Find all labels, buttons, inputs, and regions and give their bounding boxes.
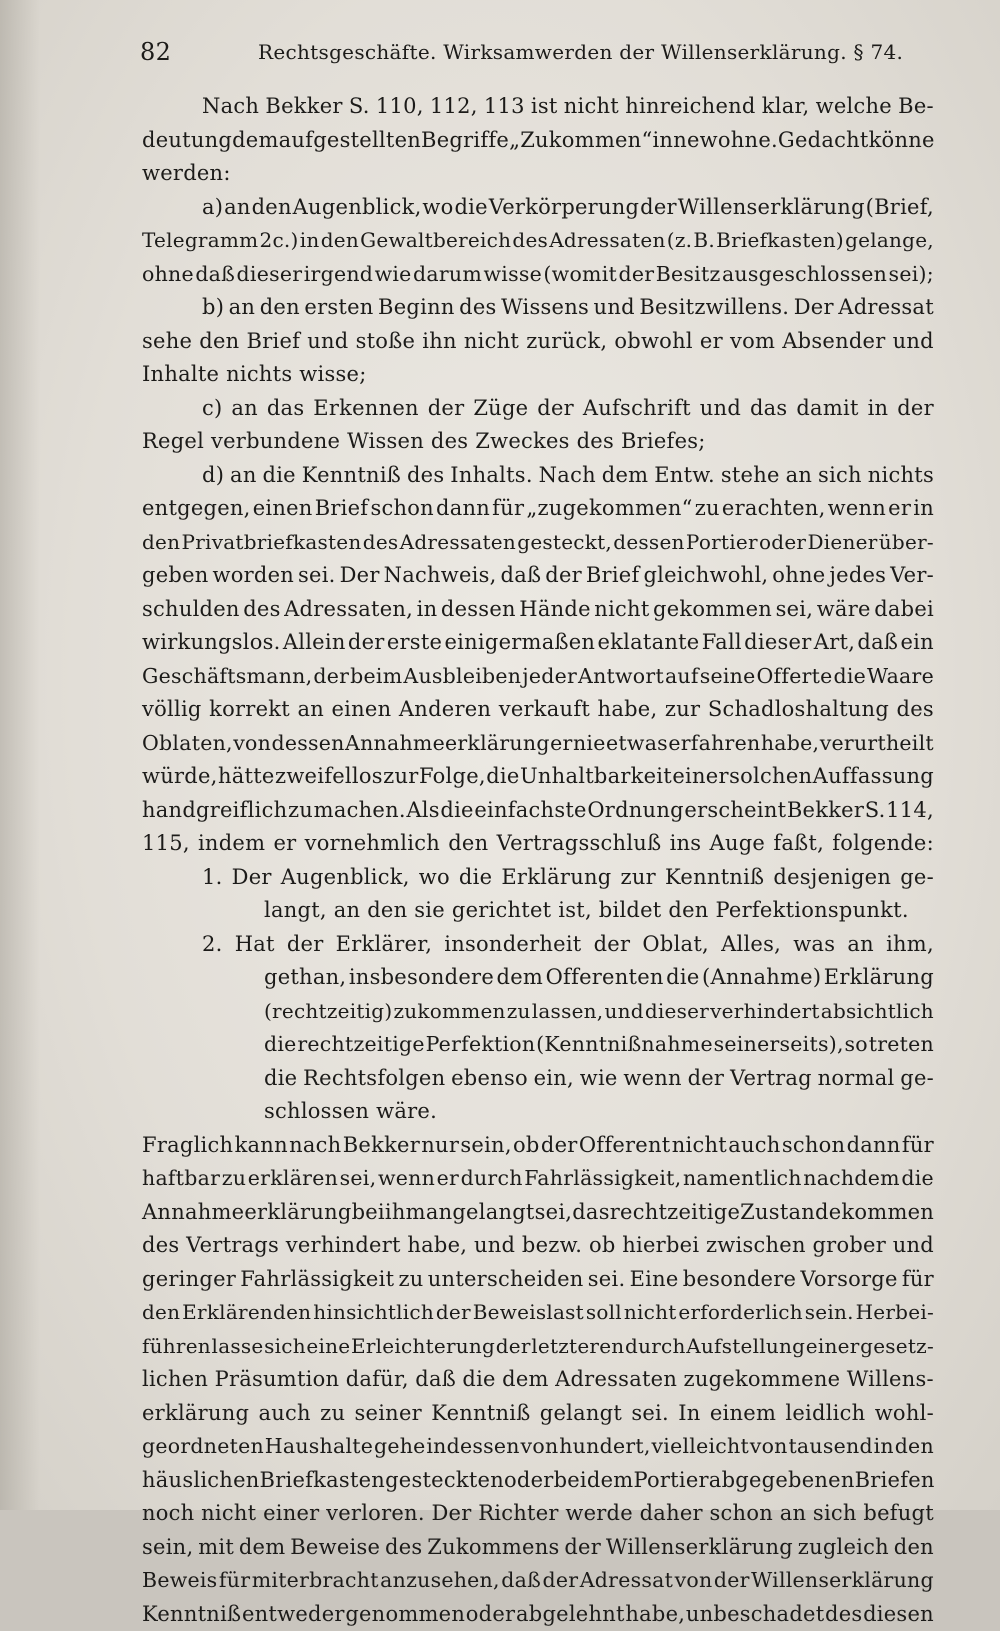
text-line: völlig korrekt an einen Anderen verkauft habe, zur Schadloshaltung des — [142, 693, 934, 727]
text-line: geringer Fahrlässigkeit zu unterscheiden sei. Eine besondere Vorsorge für — [142, 1263, 934, 1297]
page-number: 82 — [140, 38, 171, 66]
text-line: 1. Der Augenblick, wo die Erklärung zur Kenntniß desjenigen ge- — [142, 861, 934, 895]
text-line: Kenntniß entweder genommen oder abgelehnt habe, unbeschadet des diesen — [142, 1598, 934, 1631]
spine-shadow — [0, 0, 40, 1510]
text-line: haftbar zu erklären sei, wenn er durch Fahrlässigkeit, namentlich nachdem die — [142, 1162, 934, 1196]
text-line: Regel verbundene Wissen des Zweckes des Briefes; — [142, 425, 934, 459]
text-line: schlossen wäre. — [142, 1095, 934, 1129]
text-line: erklärung auch zu seiner Kenntniß gelangt sei. In einem leidlich wohl- — [142, 1397, 934, 1431]
text-line: langt, an den sie gerichtet ist, bildet den Perfektionspunkt. — [142, 894, 934, 928]
text-line: führen lasse sich eine Erleichterung der letzteren durch Aufstellung einer gesetz- — [142, 1330, 934, 1364]
text-line: sehe den Brief und stoße ihn nicht zurück, obwohl er vom Absender und — [142, 325, 934, 359]
text-line: a) an den Augenblick, wo die Verkörperung der Willenserklärung (Brief, — [142, 191, 934, 225]
text-line: geben worden sei. Der Nachweis, daß der Brief gleichwohl, ohne jedes Ver- — [142, 559, 934, 593]
text-line: schulden des Adressaten, in dessen Hände nicht gekommen sei, wäre dabei — [142, 593, 934, 627]
running-head: Rechtsgeschäfte. Wirksamwerden der Willenserklärung. § 74. — [258, 40, 903, 64]
text-line: 2. Hat der Erklärer, insonderheit der Oblat, Alles, was an ihm, — [142, 928, 934, 962]
text-line: noch nicht einer verloren. Der Richter werde daher schon an sich befugt — [142, 1497, 934, 1531]
text-line: deutung dem aufgestellten Begriffe „Zukommen“ innewohne. Gedacht könne — [142, 124, 934, 158]
text-line: lichen Präsumtion dafür, daß die dem Adressaten zugekommene Willens- — [142, 1363, 934, 1397]
text-line: Annahmeerklärung bei ihm angelangt sei, das rechtzeitige Zustandekommen — [142, 1196, 934, 1230]
text-line: würde, hätte zweifellos zur Folge, die Unhaltbarkeit einer solchen Auffassung — [142, 760, 934, 794]
page-header — [140, 38, 930, 72]
text-line: Inhalte nichts wisse; — [142, 358, 934, 392]
body-text — [142, 90, 934, 1631]
text-line: d) an die Kenntniß des Inhalts. Nach dem Entw. stehe an sich nichts — [142, 459, 934, 493]
text-line: geordneten Haushalte gehe indessen von hundert, vielleicht von tausend in den — [142, 1430, 934, 1464]
text-line: wirkungslos. Allein der erste einigermaßen eklatante Fall dieser Art, daß ein — [142, 626, 934, 660]
text-line: 115, indem er vornehmlich den Vertragsschluß ins Auge faßt, folgende: — [142, 827, 934, 861]
text-line: die Rechtsfolgen ebenso ein, wie wenn der Vertrag normal ge- — [142, 1062, 934, 1096]
text-line: Beweis für miterbracht anzusehen, daß der Adressat von der Willenserklärung — [142, 1564, 934, 1598]
text-line: b) an den ersten Beginn des Wissens und Besitzwillens. Der Adressat — [142, 291, 934, 325]
text-line: handgreiflich zu machen. Als die einfachste Ordnung erscheint Bekker S. 114, — [142, 794, 934, 828]
text-line: gethan, insbesondere dem Offerenten die (Annahme) Erklärung — [142, 961, 934, 995]
text-line: die rechtzeitige Perfektion (Kenntnißnahme seinerseits), so treten — [142, 1028, 934, 1062]
text-line: c) an das Erkennen der Züge der Aufschrift und das damit in der — [142, 392, 934, 426]
text-line: Nach Bekker S. 110, 112, 113 ist nicht hinreichend klar, welche Be- — [142, 90, 934, 124]
text-line: Geschäftsmann, der beim Ausbleiben jeder Antwort auf seine Offerte die Waare — [142, 660, 934, 694]
text-line: entgegen, einen Brief schon dann für „zugekommen“ zu erachten, wenn er in — [142, 492, 934, 526]
text-line: ohne daß dieser irgend wie darum wisse (womit der Besitz ausgeschlossen sei); — [142, 258, 934, 292]
text-line: Fraglich kann nach Bekker nur sein, ob der Offerent nicht auch schon dann für — [142, 1129, 934, 1163]
text-line: häuslichen Briefkasten gesteckten oder bei dem Portier abgegebenen Briefen — [142, 1464, 934, 1498]
text-line: (rechtzeitig) zukommen zu lassen, und dieser verhindert absichtlich — [142, 995, 934, 1029]
text-line: den Privatbriefkasten des Adressaten gesteckt, dessen Portier oder Diener über- — [142, 526, 934, 560]
text-line: sein, mit dem Beweise des Zukommens der Willenserklärung zugleich den — [142, 1531, 934, 1565]
text-line: Telegramm 2c.) in den Gewaltbereich des Adressaten (z. B. Briefkasten) gelange, — [142, 224, 934, 258]
text-line: den Erklärenden hinsichtlich der Beweislast soll nicht erforderlich sein. Herbei- — [142, 1296, 934, 1330]
text-line: des Vertrags verhindert habe, und bezw. ob hierbei zwischen grober und — [142, 1229, 934, 1263]
text-line: Oblaten, von dessen Annahmeerklärung er nie etwas erfahren habe, verurtheilt — [142, 727, 934, 761]
text-line: werden: — [142, 157, 934, 191]
